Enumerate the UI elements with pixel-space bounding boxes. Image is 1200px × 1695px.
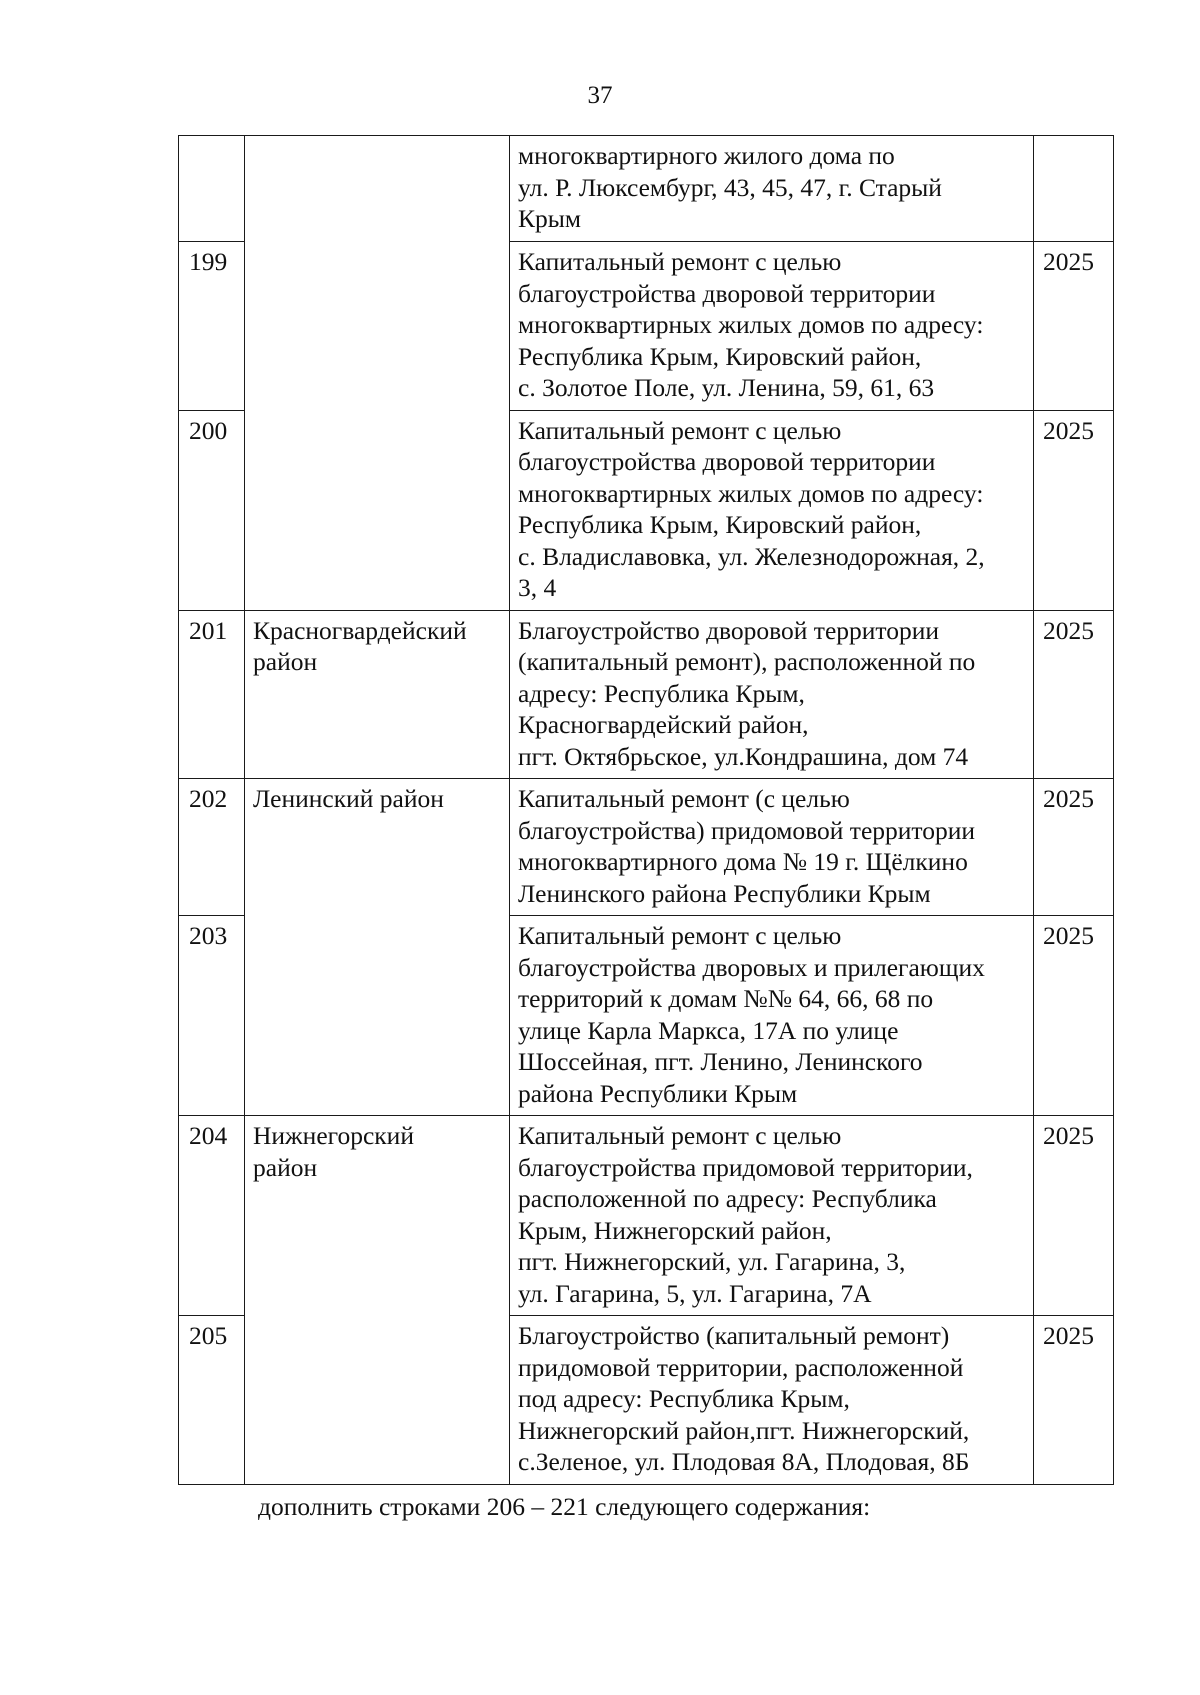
district-cell: Нижнегорский район bbox=[245, 1116, 510, 1485]
description-cell: Благоустройство дворовой территории (капитальный ремонт), расположенной по адресу: Республика Крым, Красногвардейский район, пгт. Октябрьское, ул.Кондрашина, дом 74 bbox=[510, 610, 1034, 779]
description-cell: Капитальный ремонт с целью благоустройства дворовых и прилегающих территорий к домам №№ 64, 66, 68 по улице Карла Маркса, 17А по улице Шоссейная, пгт. Ленино, Ленинского района Республики Крым bbox=[510, 916, 1034, 1116]
description-cell: Капитальный ремонт с целью благоустройства придомовой территории, расположенной по адресу: Республика Крым, Нижнегорский район, пгт. Нижнегорский, ул. Гагарина, 3, ул. Гагарина, 5, ул. Гагарина, 7А bbox=[510, 1116, 1034, 1316]
row-number-cell: 200 bbox=[179, 410, 245, 610]
description-cell: Капитальный ремонт (с целью благоустройства) придомовой территории многоквартирного дома № 19 г. Щёлкино Ленинского района Республики Крым bbox=[510, 779, 1034, 916]
year-cell: 2025 bbox=[1034, 1316, 1114, 1485]
year-cell: 2025 bbox=[1034, 610, 1114, 779]
table-row bbox=[179, 136, 1114, 242]
year-cell: 2025 bbox=[1034, 242, 1114, 411]
district-cell: Ленинский район bbox=[245, 779, 510, 1116]
page-number: 37 bbox=[587, 82, 613, 109]
row-number-cell: 204 bbox=[179, 1116, 245, 1316]
table-row bbox=[179, 610, 1114, 779]
year-cell: 2025 bbox=[1034, 779, 1114, 916]
row-number-cell bbox=[179, 136, 245, 242]
year-cell bbox=[1034, 136, 1114, 242]
row-number-cell: 203 bbox=[179, 916, 245, 1116]
description-cell: Благоустройство (капитальный ремонт) придомовой территории, расположенной под адресу: Республика Крым, Нижнегорский район,пгт. Нижнегорский, с.Зеленое, ул. Плодовая 8А, Плодовая, 8Б bbox=[510, 1316, 1034, 1485]
row-number-cell: 201 bbox=[179, 610, 245, 779]
table-row bbox=[179, 1116, 1114, 1316]
description-cell: многоквартирного жилого дома по ул. Р. Люксембург, 43, 45, 47, г. Старый Крым bbox=[510, 136, 1034, 242]
district-cell: Красногвардейский район bbox=[245, 610, 510, 779]
row-number-cell: 202 bbox=[179, 779, 245, 916]
table-row bbox=[179, 779, 1114, 916]
description-cell: Капитальный ремонт с целью благоустройства дворовой территории многоквартирных жилых домов по адресу: Республика Крым, Кировский район, с. Владиславовка, ул. Железнодорожная, 2, 3, 4 bbox=[510, 410, 1034, 610]
year-cell: 2025 bbox=[1034, 1116, 1114, 1316]
works-table bbox=[178, 135, 1114, 1485]
year-cell: 2025 bbox=[1034, 410, 1114, 610]
year-cell: 2025 bbox=[1034, 916, 1114, 1116]
district-cell bbox=[245, 136, 510, 611]
footer-note: дополнить строками 206 – 221 следующего содержания: bbox=[258, 1492, 871, 1521]
row-number-cell: 205 bbox=[179, 1316, 245, 1485]
description-cell: Капитальный ремонт с целью благоустройства дворовой территории многоквартирных жилых домов по адресу: Республика Крым, Кировский район, с. Золотое Поле, ул. Ленина, 59, 61, 63 bbox=[510, 242, 1034, 411]
row-number-cell: 199 bbox=[179, 242, 245, 411]
